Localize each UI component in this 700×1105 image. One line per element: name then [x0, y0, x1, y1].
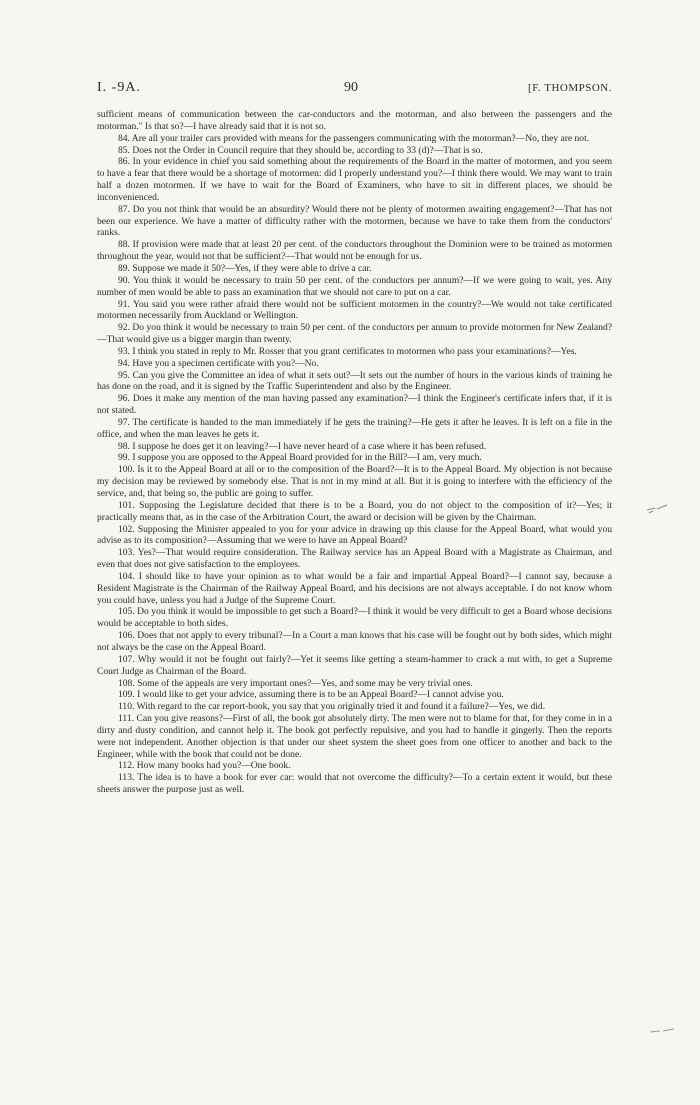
paragraph: 85. Does not the Order in Council require that they should be, according to 33 (d)?—That is so. — [118, 144, 483, 156]
paragraph: 100. Is it to the Appeal Board at all or to the composition of the Board?—It is to the Appeal Board. My objection is not because my decision may be reviewed by somebody else. That is not in my mind at all. But it is going to interfere with the efficiency of the service, and, that being so, the public are going to suffer. — [97, 464, 612, 499]
paragraph: 84. Are all your trailer cars provided with means for the passengers communicating with the motorman?—No, they are not. — [118, 132, 590, 144]
paragraph: 109. I would like to get your advice, assuming there is to be an Appeal Board?—I cannot advise you. — [118, 689, 504, 701]
page-header — [97, 80, 612, 100]
paragraph: 95. Can you give the Committee an idea of what it sets out?—It sets out the number of hours in the various kinds of training he has done on the road, and it is signed by the Traffic Superintendent and also by the Engineer. — [97, 369, 612, 393]
paragraph: sufficient means of communication between the car-conductors and the motorman, and also between the passengers and the motorman." Is that so?—I have already said that it is not so. — [97, 109, 612, 132]
paragraph: 88. If provision were made that at least 20 per cent. of the conductors throughout the Dominion were to be trained as motormen throughout the year, would not that be sufficient?—That would not be enough for us. — [97, 239, 612, 263]
margin-pencil-mark — [648, 1025, 678, 1039]
evidence-text — [97, 109, 612, 796]
witness-name: [F. THOMPSON. — [528, 82, 612, 94]
paragraph: 92. Do you think it would be necessary to train 50 per cent. of the conductors per annum to provide motormen for New Zealand?—That would give us a bigger margin than twenty. — [97, 322, 612, 346]
paragraph: 89. Suppose we made it 50?—Yes, if they were able to drive a car. — [118, 262, 372, 274]
paragraph: 87. Do you not think that would be an absurdity? Would there not be plenty of motormen awaiting engagement?—That has not been our experience. We have a matter of difficulty rather with the motormen, because we have to take them from the conductors' ranks. — [97, 203, 612, 239]
paragraph: 96. Does it make any mention of the man having passed any examination?—I think the Engineer's certificate infers that, if it is not stated. — [97, 393, 612, 417]
paragraph: 104. I should like to have your opinion as to what would be a fair and impartial Appeal Board?—I cannot say, because a Resident Magistrate is the Chairman of the Railway Appeal Board, and his decisions are not always acceptable. I do not know whom you could have, unless you had a Judge of the Supreme Court. — [97, 570, 612, 606]
margin-pencil-mark — [645, 500, 675, 516]
paragraph: 86. In your evidence in chief you said something about the requirements of the Board in the matter of motormen, and you seem to have a fear that there would be a shortage of motormen: did I properly understand you?—I think there would. We may want to train half a dozen motormen. If we have to wait for the Board of Examiners, who have to sit in different places, we should be inconvenienced. — [97, 156, 612, 203]
paragraph: 94. Have you a specimen certificate with you?—No. — [118, 357, 319, 369]
paragraph: 101. Supposing the Legislature decided that there is to be a Board, you do not object to the composition of it?—Yes; it practically means that, as in the case of the Arbitration Court, the award or decision will be given by the Chairman. — [97, 499, 612, 523]
paragraph: 91. You said you were rather afraid there would not be sufficient motormen in the country?—We would not take certificated motormen necessarily from Auckland or Wellington. — [97, 298, 612, 322]
paragraph: 103. Yes?—That would require consideration. The Railway service has an Appeal Board with a Magistrate as Chairman, and even that does not give satisfaction to the employees. — [97, 547, 612, 571]
paragraph: 110. With regard to the car report-book, you say that you originally tried it and found it a failure?—Yes, we did. — [118, 701, 546, 713]
paragraph: 107. Why would it not be fought out fairly?—Yet it seems like getting a steam-hammer to crack a nut with, to get a Supreme Court Judge as Chairman of the Board. — [97, 653, 612, 677]
paragraph: 108. Some of the appeals are very important ones?—Yes, and some may be very trivial ones. — [118, 677, 473, 689]
paragraph: 90. You think it would be necessary to train 50 per cent. of the conductors per annum?—If we were going to wait, yes. Any number of men would be able to pass an examination that we should not care to put on a car. — [97, 274, 612, 298]
paragraph: 99. I suppose you are opposed to the Appeal Board provided for in the Bill?—I am, very much. — [118, 452, 482, 464]
paragraph: 111. Can you give reasons?—First of all, the book got absolutely dirty. The men were not to blame for that, for they come in in a dirty and dusty condition, and cannot help it. The book got perfectly repulsive, and you had to handle it gingerly. Then the reports were not independent. Another objection is that under our sheet system the sheet goes from one officer to another and back to the Engineer, while with the book that could not be done. — [97, 713, 612, 760]
paragraph: 105. Do you think it would be impossible to get such a Board?—I think it would be very difficult to get a Board whose decisions would be acceptable to both sides. — [97, 606, 612, 630]
paragraph: 97. The certificate is handed to the man immediately if he gets the training?—He gets it after he leaves. It is left on a file in the office, and when the man leaves he gets it. — [97, 416, 612, 440]
page-number: 90 — [344, 80, 358, 95]
paragraph: 93. I think you stated in reply to Mr. Rosser that you grant certificates to motormen who pass your examinations?—Yes. — [118, 345, 577, 357]
paragraph: 113. The idea is to have a book for ever car: would that not overcome the difficulty?—To a certain extent it would, but these sheets answer the purpose just as well. — [97, 772, 612, 796]
paragraph: 106. Does that not apply to every tribunal?—In a Court a man knows that his case will be fought out by both sides, which might not always be the case on the Appeal Board. — [97, 630, 612, 653]
paragraph: 98. I suppose he does get it on leaving?—I have never heard of a case where it has been refused. — [118, 440, 487, 452]
paragraph: 102. Supposing the Minister appealed to you for your advice in drawing up this clause for the Appeal Board, what would you advise as to its composition?—Assuming that we were to have an Appeal Board? — [97, 523, 612, 547]
paragraph: 112. How many books had you?—One book. — [118, 760, 291, 772]
series-reference: I. -9A. — [97, 80, 141, 95]
